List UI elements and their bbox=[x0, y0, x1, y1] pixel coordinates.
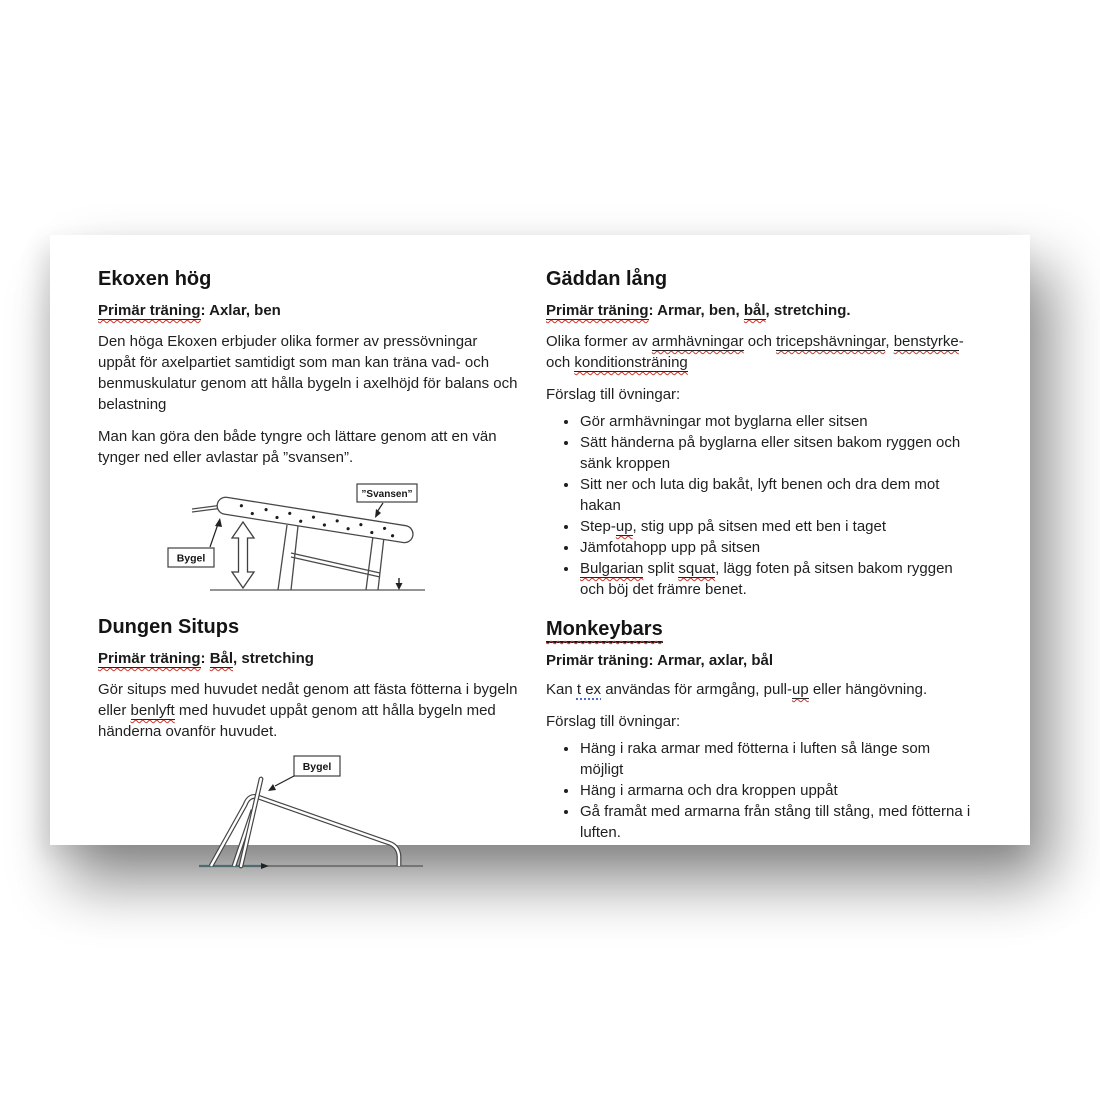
svansen-callout bbox=[357, 484, 417, 518]
run-tricepshavningar: tricepshävningar bbox=[776, 333, 886, 350]
primar-line-ekoxen bbox=[98, 300, 518, 321]
section-monkeybars bbox=[546, 618, 972, 843]
section-ekoxen bbox=[98, 268, 518, 604]
monkeybars-exercise-list bbox=[546, 738, 972, 843]
run-up: up bbox=[615, 518, 633, 535]
primar-rest: , stretching. bbox=[765, 302, 851, 319]
run-konditionstraning: konditionsträning bbox=[574, 354, 688, 371]
section-title-ekoxen: Ekoxen hög bbox=[98, 268, 212, 290]
ground-arrow bbox=[261, 863, 269, 869]
gaddan-suggest-label: Förslag till övningar: bbox=[546, 386, 681, 403]
run: , stig upp på sitsen med ett ben i taget bbox=[632, 518, 887, 535]
run: Step- bbox=[580, 518, 616, 535]
run: med huvudet uppåt genom att hålla bygeln med händerna ovanför huvudet. bbox=[98, 702, 496, 740]
list-item: • Gör armhävningar mot byglarna eller sitsen bbox=[579, 411, 972, 432]
run-tex: t ex bbox=[576, 681, 602, 698]
list-item: • Sitt ner och luta dig bakåt, lyft benen och dra dem mot hakan bbox=[579, 474, 972, 516]
ground-tick bbox=[396, 578, 403, 590]
bygel-bar bbox=[241, 779, 261, 866]
run: Gör situps med huvudet nedåt genom att fästa fötterna i bygeln eller bbox=[98, 681, 518, 719]
height-double-arrow bbox=[232, 522, 254, 588]
primar-colon: : Armar, ben, bbox=[648, 302, 744, 319]
monkeybars-paragraph bbox=[546, 679, 972, 700]
list-item: • Häng i raka armar med fötterna i luften så länge som möjligt bbox=[579, 738, 972, 780]
list-item: • Häng i armarna och dra kroppen uppåt bbox=[579, 780, 972, 801]
list-item: • Gå framåt med armarna från stång till stång, med fötterna i luften. bbox=[579, 801, 972, 843]
list-item: • Sätt händerna på byglarna eller sitsen bakom ryggen och sänk kroppen bbox=[579, 432, 972, 474]
run: eller hängövning. bbox=[808, 681, 928, 698]
list-item: • Jämfotahopp upp på sitsen bbox=[579, 537, 972, 558]
ekoxen-diagram bbox=[130, 476, 460, 604]
primar-line-gaddan bbox=[546, 300, 972, 321]
primar-label: Primär träning bbox=[546, 302, 649, 319]
ekoxen-paragraph-1: Den höga Ekoxen erbjuder olika former av pressövningar uppåt för axelpartiet samtidigt som man kan träna vad- och benmuskulatur genom att hålla bygeln i axelhöjd för balans och belastning bbox=[98, 333, 518, 413]
bygel-callout bbox=[268, 756, 340, 791]
run: - och bbox=[546, 333, 964, 371]
run: Olika former av bbox=[546, 333, 652, 350]
primar-word-bal: Bål bbox=[209, 650, 234, 667]
run-benstyrke: benstyrke bbox=[893, 333, 959, 350]
run: , bbox=[885, 333, 894, 350]
primar-colon: : bbox=[200, 650, 210, 667]
run: , lägg foten på sitsen bakom ryggen och böj det främre benet. bbox=[580, 560, 953, 598]
ekoxen-diagram-svg bbox=[130, 476, 460, 604]
section-title-gaddan: Gäddan lång bbox=[546, 268, 668, 290]
primar-label: Primär träning bbox=[98, 302, 201, 319]
primar-label: Primär träning bbox=[98, 650, 201, 667]
bygel-label: Bygel bbox=[176, 552, 206, 565]
ekoxen-paragraph-2: Man kan göra den både tyngre och lättare genom att en vän tynger ned eller avlastar på ”svansen”. bbox=[98, 428, 497, 466]
list-item bbox=[579, 516, 972, 537]
bygel-label: Bygel bbox=[302, 761, 332, 773]
primar-line-dungen bbox=[98, 648, 518, 669]
run-bulgarian: Bulgarian bbox=[580, 560, 644, 577]
run: och bbox=[743, 333, 777, 350]
run: användas för armgång, pull- bbox=[601, 681, 792, 698]
gaddan-exercise-list bbox=[546, 411, 972, 600]
document-page bbox=[50, 235, 1030, 845]
run: Kan bbox=[546, 681, 577, 698]
dungen-diagram bbox=[195, 750, 465, 874]
section-gaddan bbox=[546, 268, 972, 600]
dungen-diagram-svg bbox=[195, 750, 465, 874]
run-up: up bbox=[792, 681, 809, 698]
run-armhavningar: armhävningar bbox=[651, 333, 744, 350]
primar-rest: : Axlar, ben bbox=[200, 302, 281, 319]
frame-tube bbox=[211, 796, 399, 866]
bygel-callout bbox=[168, 518, 222, 567]
section-title-dungen: Dungen Situps bbox=[98, 616, 240, 638]
run-benlyft: benlyft bbox=[130, 702, 175, 719]
run-squat: squat bbox=[678, 560, 716, 577]
gaddan-paragraph bbox=[546, 331, 972, 373]
monkeybars-suggest-label: Förslag till övningar: bbox=[546, 713, 681, 730]
primar-rest: , stretching bbox=[233, 650, 314, 667]
primar-word-bal: bål bbox=[743, 302, 766, 319]
dungen-paragraph bbox=[98, 679, 518, 742]
list-item bbox=[579, 558, 972, 600]
column-right bbox=[546, 268, 972, 845]
svansen-label: ”Svansen” bbox=[361, 489, 413, 500]
section-dungen bbox=[98, 616, 518, 874]
run: split bbox=[643, 560, 679, 577]
title-text: Monkeybars bbox=[546, 618, 663, 643]
section-title-monkeybars bbox=[546, 618, 972, 640]
column-left bbox=[98, 268, 518, 845]
primar-line-monkeybars: Primär träning: Armar, axlar, bål bbox=[546, 652, 774, 669]
